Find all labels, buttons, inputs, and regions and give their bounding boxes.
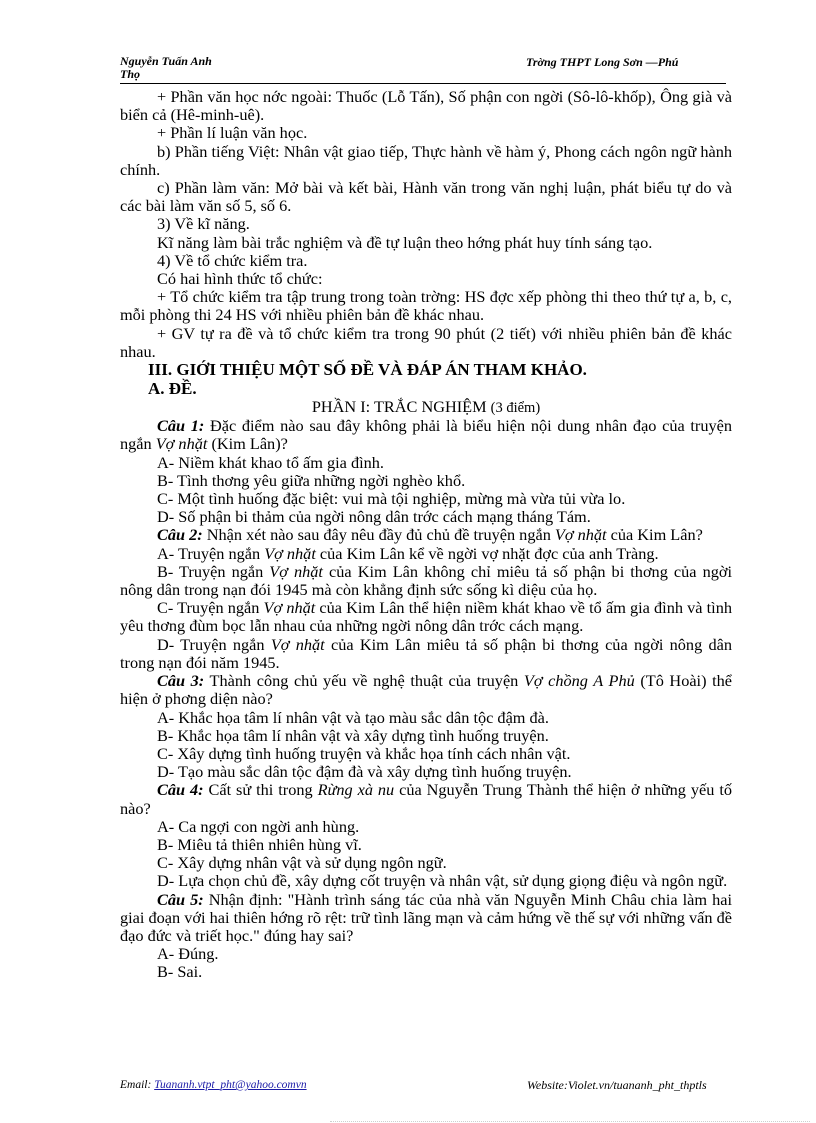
- header-divider: [120, 83, 726, 84]
- paragraph: Có hai hình thức tổ chức:: [157, 269, 323, 289]
- question-text: Nhận định: "Hành trình sáng tác của nhà văn Nguyễn Minh Châu chia làm hai giai đoạn với hai thiên hớng rõ rệt: trữ tình lãng mạn và cảm hứng về thế sự với những vấn đề đạo đức và triết học." đúng hay sai?: [120, 889, 732, 945]
- answer-option: C- Xây dựng tình huống truyện và khắc họa tính cách nhân vật.: [157, 743, 571, 763]
- website-url: Violet.vn/tuananh_pht_thptls: [567, 1078, 707, 1092]
- question-text: Thành công chủ yếu về nghệ thuật của truyện: [204, 671, 524, 691]
- paragraph: 4) Về tổ chức kiểm tra.: [157, 250, 308, 270]
- part-points: (3 điểm): [490, 400, 541, 417]
- question-label: Câu 5:: [157, 889, 204, 909]
- question-label: Câu 4:: [157, 780, 204, 800]
- footer-website: [527, 1078, 707, 1093]
- question-label: Câu 1:: [157, 416, 205, 436]
- answer-option: [120, 545, 732, 563]
- footer-dotted-line: [330, 1121, 810, 1122]
- question-1: [120, 417, 732, 453]
- work-title: Vợ chồng A Phủ: [523, 671, 635, 691]
- header-school: Trờng THPT Long Sơn —Phú: [526, 55, 679, 69]
- website-label: Website:: [527, 1078, 568, 1092]
- question-text: Đặc điểm nào sau đây không phải là biểu hiện nội dung nhân đạo của truyện ngắn: [120, 416, 732, 454]
- question-text: của Kim Lân?: [606, 525, 703, 545]
- question-text: (Kim Lân)?: [207, 434, 288, 454]
- work-title: Vợ nhặt: [269, 561, 323, 581]
- answer-option: [120, 636, 732, 672]
- section-heading: III. GIỚI THIỆU MỘT SỐ ĐỀ VÀ ĐÁP ÁN THAM KHẢO.: [148, 360, 587, 380]
- answer-option: A- Khắc họa tâm lí nhân vật và tạo màu sắc dân tộc đậm đà.: [157, 707, 549, 727]
- paragraph: c) Phần làm văn: Mở bài và kết bài, Hành văn trong văn nghị luận, phát biểu tự do và các bài làm văn số 5, số 6.: [120, 178, 732, 216]
- answer-option: A- Niềm khát khao tổ ấm gia đình.: [157, 452, 384, 472]
- paragraph: + Phần lí luận văn học.: [157, 123, 308, 143]
- work-title: Vợ nhặt: [270, 634, 325, 654]
- answer-option: A- Ca ngợi con ngời anh hùng.: [157, 816, 360, 836]
- paragraph: b) Phần tiếng Việt: Nhân vật giao tiếp, Thực hành về hàm ý, Phong cách ngôn ngữ hành chính.: [120, 141, 732, 179]
- paragraph: 3) Về kĩ năng.: [157, 214, 250, 234]
- document-body: [120, 88, 732, 982]
- work-title: Vợ nhặt: [554, 525, 607, 545]
- option-text: của Kim Lân không chỉ miêu tả số phận bi thơng của ngời nông dân trong nạn đói 1945 mà còn khẳng định sức sống kì diệu của họ.: [120, 561, 732, 600]
- paragraph: Kĩ năng làm bài trắc nghiệm và đề tự luận theo hớng phát huy tính sáng tạo.: [157, 232, 653, 252]
- answer-option: D- Số phận bi thảm của ngời nông dân trớc cách mạng tháng Tám.: [157, 507, 591, 527]
- answer-option: [120, 563, 732, 599]
- answer-option: D- Tạo màu sắc dân tộc đậm đà và xây dựng tình huống truyện.: [157, 762, 572, 782]
- option-text: của Kim Lân kể về ngời vợ nhặt đợc của anh Tràng.: [315, 543, 659, 563]
- header-author-cont: Thọ: [120, 67, 141, 81]
- part-heading: [120, 398, 732, 417]
- paragraph: + GV tự ra đề và tổ chức kiểm tra trong 90 phút (2 tiết) với nhiều phiên bản đề khác nhau.: [120, 323, 732, 361]
- work-title: Vợ nhặt: [263, 598, 316, 618]
- answer-option: B- Miêu tả thiên nhiên hùng vĩ.: [157, 834, 362, 854]
- work-title: Vợ nhặt: [264, 543, 316, 563]
- email-label: Email:: [120, 1079, 155, 1091]
- question-text: (Tô Hoài) thể hiện ở phơng diện nào?: [120, 671, 732, 709]
- answer-option: B- Sai.: [157, 962, 203, 982]
- question-2: [120, 526, 732, 544]
- footer-email: [120, 1079, 307, 1091]
- part-title: PHẦN I: TRẮC NGHIỆM: [311, 397, 487, 417]
- option-text: A- Truyện ngắn: [157, 543, 265, 563]
- option-text: D- Truyện ngắn: [157, 634, 271, 654]
- question-text: Nhận xét nào sau đây nêu đầy đủ chủ đề truyện ngắn: [202, 525, 555, 545]
- option-text: B- Truyện ngắn: [157, 561, 270, 581]
- option-text: của Kim Lân miêu tả số phận bi thơng của ngời nông dân trong nạn đói năm 1945.: [120, 634, 733, 672]
- question-5: [120, 891, 732, 946]
- question-text: Cất sử thi trong: [203, 780, 318, 800]
- subsection-heading: A. ĐỀ.: [148, 378, 197, 398]
- header-author-name: Nguyễn Tuấn Anh: [120, 54, 212, 68]
- work-title: Vợ nhặt: [155, 434, 208, 454]
- answer-option: C- Một tình huống đặc biệt: vui mà tội nghiệp, mừng mà vừa tủi vừa lo.: [157, 489, 626, 509]
- header-author: [120, 55, 280, 81]
- answer-option: C- Xây dựng nhân vật và sử dụng ngôn ngữ.: [157, 853, 447, 873]
- option-text: của Kim Lân thể hiện niềm khát khao về tổ ấm gia đình và tình yêu thơng đùm bọc lẫn nhau của những ngời nông dân trớc cách mạng.: [120, 598, 732, 636]
- question-text: của Nguyễn Trung Thành thể hiện ở những yếu tố nào?: [120, 780, 732, 818]
- answer-option: B- Tình thơng yêu giữa những ngời nghèo khổ.: [157, 470, 466, 490]
- answer-option: B- Khắc họa tâm lí nhân vật và xây dựng tình huống truyện.: [157, 725, 549, 745]
- option-text: C- Truyện ngắn: [157, 598, 264, 618]
- work-title: Rừng xà nu: [317, 780, 395, 800]
- email-link[interactable]: Tuananh.vtpt_pht@yahoo.comvn: [154, 1079, 307, 1091]
- question-label: Câu 3:: [157, 671, 205, 691]
- answer-option: [120, 599, 732, 635]
- question-label: Câu 2:: [157, 525, 203, 545]
- paragraph: + Phần văn học nớc ngoài: Thuốc (Lỗ Tấn), Số phận con ngời (Sô-lô-khốp), Ông già và biển cả (Hê-minh-uê).: [120, 87, 732, 125]
- question-3: [120, 672, 732, 708]
- paragraph: + Tổ chức kiểm tra tập trung trong toàn trờng: HS đợc xếp phòng thi theo thứ tự a, b, c, mỗi phòng thi 24 HS với nhiều phiên bản đề khác nhau.: [120, 287, 732, 325]
- answer-option: D- Lựa chọn chủ đề, xây dựng cốt truyện và nhân vật, sử dụng giọng điệu và ngôn ngữ.: [157, 871, 728, 891]
- question-4: [120, 781, 732, 817]
- answer-option: A- Đúng.: [157, 944, 219, 964]
